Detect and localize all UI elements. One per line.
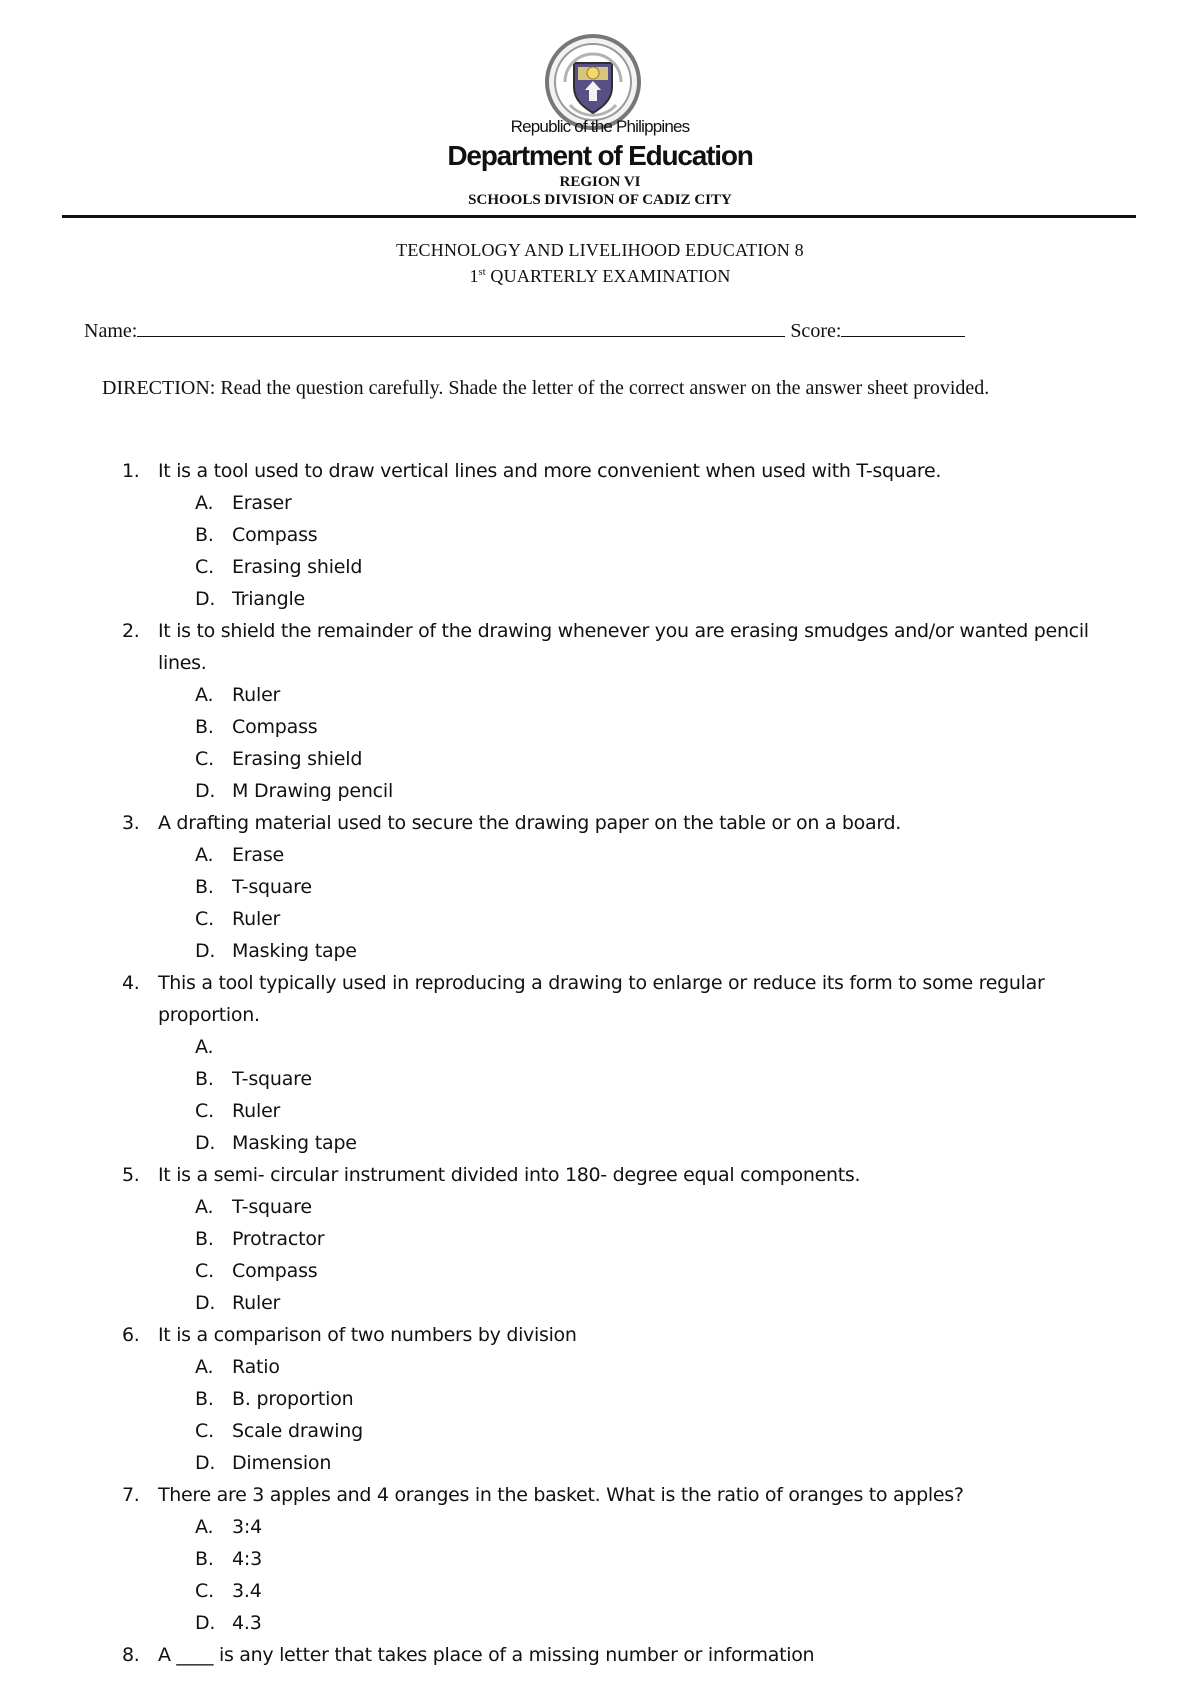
question-number: 4. bbox=[122, 972, 140, 994]
department-title: Department of Education bbox=[447, 140, 753, 171]
answer-choice[interactable] bbox=[0, 583, 1200, 615]
choice-text: Compass bbox=[232, 716, 318, 738]
choice-text: M Drawing pencil bbox=[232, 780, 394, 802]
choice-letter: D. bbox=[195, 1132, 216, 1154]
answer-choice[interactable] bbox=[0, 1415, 1200, 1447]
answer-choice[interactable] bbox=[0, 1575, 1200, 1607]
question-stem bbox=[0, 1639, 1200, 1671]
choice-letter: C. bbox=[195, 1420, 214, 1442]
name-label: Name: bbox=[84, 320, 138, 342]
choice-text: Erase bbox=[232, 844, 285, 866]
choice-letter: C. bbox=[195, 908, 214, 930]
choice-list bbox=[0, 839, 1200, 967]
header-divider bbox=[62, 215, 1136, 218]
answer-choice[interactable] bbox=[0, 839, 1200, 871]
choice-text: Compass bbox=[232, 1260, 318, 1282]
question-item bbox=[0, 1639, 1200, 1671]
answer-choice[interactable] bbox=[0, 1255, 1200, 1287]
question-item bbox=[0, 807, 1200, 967]
choice-letter: A. bbox=[195, 1196, 214, 1218]
choice-text: Ratio bbox=[232, 1356, 280, 1378]
choice-letter: B. bbox=[195, 876, 214, 898]
question-text: This a tool typically used in reproducing a drawing to enlarge or reduce its form to some regular proportion. bbox=[158, 972, 1045, 1026]
choice-list bbox=[0, 1191, 1200, 1319]
question-stem bbox=[0, 1159, 1200, 1191]
choice-text: 3.4 bbox=[232, 1580, 262, 1602]
question-stem bbox=[0, 615, 1200, 679]
answer-choice[interactable] bbox=[0, 1063, 1200, 1095]
choice-letter: C. bbox=[195, 1580, 214, 1602]
choice-letter: C. bbox=[195, 556, 214, 578]
answer-choice[interactable] bbox=[0, 1383, 1200, 1415]
name-blank[interactable] bbox=[137, 319, 785, 337]
question-stem bbox=[0, 1479, 1200, 1511]
republic-line: Republic of the Philippines bbox=[510, 117, 690, 136]
choice-text: Dimension bbox=[232, 1452, 332, 1474]
choice-list bbox=[0, 1511, 1200, 1639]
answer-choice[interactable] bbox=[0, 519, 1200, 551]
choice-letter: D. bbox=[195, 940, 216, 962]
question-number: 7. bbox=[122, 1484, 140, 1506]
choice-letter: A. bbox=[195, 684, 214, 706]
choice-text: Scale drawing bbox=[232, 1420, 363, 1442]
choice-text: Ruler bbox=[232, 1292, 281, 1314]
choice-letter: C. bbox=[195, 748, 214, 770]
question-number: 2. bbox=[122, 620, 140, 642]
choice-letter: A. bbox=[195, 1036, 214, 1058]
answer-choice[interactable] bbox=[0, 1607, 1200, 1639]
question-item bbox=[0, 615, 1200, 807]
quarter-number: 1 bbox=[469, 266, 479, 286]
exam-title bbox=[0, 266, 1200, 287]
choice-letter: B. bbox=[195, 716, 214, 738]
region-line: REGION VI bbox=[559, 174, 641, 190]
question-item bbox=[0, 967, 1200, 1159]
division-line: SCHOOLS DIVISION OF CADIZ CITY bbox=[468, 192, 732, 208]
answer-choice[interactable] bbox=[0, 487, 1200, 519]
exam-subject: TECHNOLOGY AND LIVELIHOOD EDUCATION 8 bbox=[396, 240, 804, 260]
answer-choice[interactable] bbox=[0, 871, 1200, 903]
answer-choice[interactable] bbox=[0, 1223, 1200, 1255]
answer-choice[interactable] bbox=[0, 1351, 1200, 1383]
choice-text: Ruler bbox=[232, 908, 281, 930]
choice-text: T-square bbox=[232, 876, 312, 898]
choice-text: B. proportion bbox=[232, 1388, 354, 1410]
answer-choice[interactable] bbox=[0, 551, 1200, 583]
question-number: 5. bbox=[122, 1164, 140, 1186]
choice-list bbox=[0, 487, 1200, 615]
answer-choice[interactable] bbox=[0, 1127, 1200, 1159]
question-text: A ____ is any letter that takes place of a missing number or information bbox=[158, 1644, 815, 1666]
choice-list bbox=[0, 1031, 1200, 1159]
choice-letter: B. bbox=[195, 1548, 214, 1570]
choice-text: Ruler bbox=[232, 684, 281, 706]
direction-text: DIRECTION: Read the question carefully. Shade the letter of the correct answer on the answer sheet provided. bbox=[102, 377, 990, 399]
choice-letter: A. bbox=[195, 844, 214, 866]
answer-choice[interactable] bbox=[0, 679, 1200, 711]
answer-choice[interactable] bbox=[0, 1543, 1200, 1575]
choice-letter: C. bbox=[195, 1100, 214, 1122]
question-text: It is a tool used to draw vertical lines and more convenient when used with T-square. bbox=[158, 460, 942, 482]
choice-letter: D. bbox=[195, 1612, 216, 1634]
answer-choice[interactable] bbox=[0, 1511, 1200, 1543]
question-stem bbox=[0, 967, 1200, 1031]
question-stem bbox=[0, 455, 1200, 487]
choice-letter: B. bbox=[195, 524, 214, 546]
choice-text: 3:4 bbox=[232, 1516, 262, 1538]
choice-text: 4.3 bbox=[232, 1612, 262, 1634]
choice-letter: A. bbox=[195, 492, 214, 514]
score-blank[interactable] bbox=[841, 319, 965, 337]
question-text: There are 3 apples and 4 oranges in the basket. What is the ratio of oranges to apples? bbox=[158, 1484, 964, 1506]
choice-letter: B. bbox=[195, 1228, 214, 1250]
question-item bbox=[0, 1319, 1200, 1479]
question-stem bbox=[0, 807, 1200, 839]
question-list bbox=[0, 455, 1200, 1671]
choice-text: Protractor bbox=[232, 1228, 325, 1250]
choice-letter: D. bbox=[195, 780, 216, 802]
choice-text: T-square bbox=[232, 1196, 312, 1218]
choice-text: Erasing shield bbox=[232, 748, 363, 770]
answer-choice[interactable] bbox=[0, 711, 1200, 743]
question-stem bbox=[0, 1319, 1200, 1351]
answer-choice[interactable] bbox=[0, 743, 1200, 775]
choice-letter: B. bbox=[195, 1388, 214, 1410]
answer-choice[interactable] bbox=[0, 1191, 1200, 1223]
answer-choice[interactable] bbox=[0, 903, 1200, 935]
quarter-title: QUARTERLY EXAMINATION bbox=[490, 266, 731, 286]
answer-choice[interactable] bbox=[0, 1095, 1200, 1127]
question-text: It is to shield the remainder of the drawing whenever you are erasing smudges and/or wanted pencil lines. bbox=[158, 620, 1089, 674]
question-item bbox=[0, 1159, 1200, 1319]
answer-choice[interactable] bbox=[0, 935, 1200, 967]
choice-text: T-square bbox=[232, 1068, 312, 1090]
choice-text: Ruler bbox=[232, 1100, 281, 1122]
question-item bbox=[0, 1479, 1200, 1639]
choice-list bbox=[0, 679, 1200, 807]
choice-letter: D. bbox=[195, 1292, 216, 1314]
choice-text: Eraser bbox=[232, 492, 292, 514]
choice-text: Masking tape bbox=[232, 940, 357, 962]
answer-choice[interactable] bbox=[0, 1287, 1200, 1319]
choice-text: Compass bbox=[232, 524, 318, 546]
choice-text: Triangle bbox=[232, 588, 306, 610]
choice-text: Masking tape bbox=[232, 1132, 357, 1154]
choice-text: Erasing shield bbox=[232, 556, 363, 578]
choice-letter: C. bbox=[195, 1260, 214, 1282]
question-number: 3. bbox=[122, 812, 140, 834]
choice-letter: D. bbox=[195, 1452, 216, 1474]
choice-letter: B. bbox=[195, 1068, 214, 1090]
choice-letter: D. bbox=[195, 588, 216, 610]
question-item bbox=[0, 455, 1200, 615]
question-number: 8. bbox=[122, 1644, 140, 1666]
question-number: 6. bbox=[122, 1324, 140, 1346]
name-score-row bbox=[84, 319, 965, 343]
question-text: A drafting material used to secure the drawing paper on the table or on a board. bbox=[158, 812, 902, 834]
quarter-superscript: st bbox=[478, 267, 486, 278]
answer-choice[interactable] bbox=[0, 775, 1200, 807]
score-label: Score: bbox=[790, 320, 842, 342]
question-text: It is a comparison of two numbers by division bbox=[158, 1324, 577, 1346]
choice-letter: A. bbox=[195, 1356, 214, 1378]
question-number: 1. bbox=[122, 460, 140, 482]
choice-text: 4:3 bbox=[232, 1548, 262, 1570]
answer-choice[interactable] bbox=[0, 1031, 1200, 1063]
answer-choice[interactable] bbox=[0, 1447, 1200, 1479]
choice-letter: A. bbox=[195, 1516, 214, 1538]
choice-list bbox=[0, 1351, 1200, 1479]
question-text: It is a semi- circular instrument divided into 180- degree equal components. bbox=[158, 1164, 861, 1186]
